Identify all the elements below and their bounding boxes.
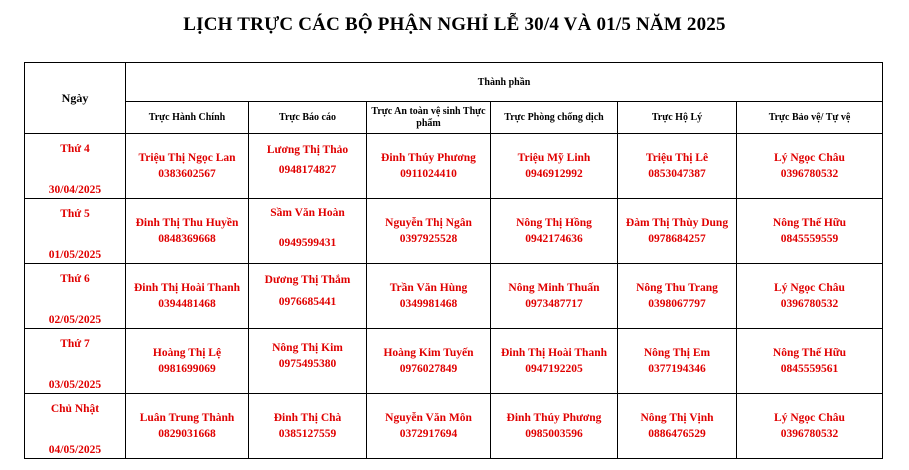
phone-number: 0947192205: [525, 363, 583, 375]
phone-number: 0372917694: [399, 428, 458, 440]
table-row: [25, 264, 883, 329]
day-name: Chủ Nhật: [50, 403, 100, 415]
duty-cell: [249, 329, 367, 394]
duty-cell: [737, 329, 883, 394]
duty-cell: [618, 329, 737, 394]
duty-cell: [249, 134, 367, 199]
page-title: LỊCH TRỰC CÁC BỘ PHẬN NGHỈ LỄ 30/4 VÀ 01/5 NĂM 2025: [183, 14, 726, 35]
day-name: Thứ 7: [60, 338, 90, 350]
header-col-nursing: Trực Hộ Lý: [618, 102, 737, 134]
phone-number: 0845559561: [780, 363, 839, 375]
duty-schedule-table: [24, 62, 883, 459]
duty-cell: [618, 199, 737, 264]
phone-number: 0349981468: [399, 298, 458, 310]
duty-cell: [249, 394, 367, 459]
duty-cell: [126, 264, 249, 329]
phone-number: 0853047387: [648, 168, 706, 180]
person-name: Nông Minh Thuấn: [508, 282, 600, 294]
day-date: 02/05/2025: [48, 314, 102, 326]
day-date: 03/05/2025: [48, 379, 102, 391]
duty-cell: [618, 134, 737, 199]
person-name: Trần Văn Hùng: [389, 282, 468, 294]
header-day: Ngày: [25, 63, 126, 134]
duty-cell: [249, 199, 367, 264]
phone-number: 0976027849: [399, 363, 458, 375]
phone-number: 0845559559: [780, 233, 839, 245]
person-name: Triệu Thị Lê: [645, 152, 709, 164]
person-name: Đinh Thúy Phương: [506, 412, 602, 424]
phone-number: 0976685441: [278, 296, 337, 308]
person-name: Nông Thu Trang: [636, 282, 718, 294]
day-cell: [25, 329, 126, 394]
duty-cell: [126, 394, 249, 459]
table-row: [25, 199, 883, 264]
person-name: Đinh Thị Chà: [273, 412, 342, 424]
person-name: Đinh Thị Hoài Thanh: [500, 347, 607, 359]
duty-cell: [367, 199, 491, 264]
duty-cell: [367, 134, 491, 199]
duty-cell: [737, 264, 883, 329]
person-name: Đinh Thị Thu Huyền: [135, 217, 239, 229]
phone-number: 0385127559: [278, 428, 337, 440]
duty-cell: [367, 264, 491, 329]
day-date: 30/04/2025: [48, 184, 102, 196]
person-name: Nông Thế Hữu: [772, 347, 847, 359]
phone-number: 0886476529: [648, 428, 706, 440]
duty-cell: [126, 199, 249, 264]
phone-number: 0911024410: [400, 168, 457, 180]
phone-number: 0829031668: [158, 428, 216, 440]
day-cell: [25, 394, 126, 459]
phone-number: 0383602567: [158, 168, 216, 180]
phone-number: 0978684257: [648, 233, 706, 245]
table-row: [25, 329, 883, 394]
header-col-security: Trực Bảo vệ/ Tự vệ: [737, 102, 883, 134]
duty-cell: [367, 394, 491, 459]
day-date: 01/05/2025: [48, 249, 102, 261]
phone-number: 0948174827: [278, 164, 337, 176]
phone-number: 0377194346: [648, 363, 706, 375]
person-name: Nguyễn Thị Ngân: [385, 217, 472, 229]
duty-cell: [491, 329, 618, 394]
duty-cell: [618, 394, 737, 459]
person-name: Lý Ngọc Châu: [774, 412, 845, 424]
phone-number: 0946912992: [525, 168, 583, 180]
table-row: [25, 394, 883, 459]
person-name: Lương Thị Thảo: [266, 144, 349, 156]
phone-number: 0848369668: [158, 233, 216, 245]
person-name: Nông Thị Vịnh: [640, 412, 714, 424]
duty-cell: [737, 394, 883, 459]
day-name: Thứ 5: [60, 208, 90, 220]
phone-number: 0398067797: [648, 298, 706, 310]
header-col-epidemic: Trực Phòng chống dịch: [491, 102, 618, 134]
duty-cell: [491, 199, 618, 264]
person-name: Nông Thế Hữu: [772, 217, 847, 229]
header-col-admin: Trực Hành Chính: [126, 102, 249, 134]
person-name: Lý Ngọc Châu: [774, 282, 845, 294]
person-name: Hoàng Thị Lệ: [152, 347, 222, 359]
day-name: Thứ 4: [60, 143, 90, 155]
header-col-report: Trực Báo cáo: [249, 102, 367, 134]
day-cell: [25, 264, 126, 329]
phone-number: 0942174636: [525, 233, 583, 245]
duty-cell: [126, 134, 249, 199]
person-name: Nông Thị Em: [643, 347, 711, 359]
person-name: Nông Thị Kim: [272, 342, 343, 354]
person-name: Hoàng Kim Tuyến: [383, 347, 474, 359]
phone-number: 0949599431: [278, 237, 337, 249]
person-name: Dương Thị Thắm: [264, 274, 351, 286]
duty-cell: [367, 329, 491, 394]
duty-cell: [126, 329, 249, 394]
person-name: Nông Thị Hồng: [516, 217, 592, 229]
person-name: Đinh Thúy Phương: [381, 152, 476, 164]
phone-number: 0985003596: [525, 428, 583, 440]
duty-cell: [491, 264, 618, 329]
person-name: Đàm Thị Thùy Dung: [625, 217, 729, 229]
phone-number: 0973487717: [525, 298, 583, 310]
phone-number: 0397925528: [399, 233, 458, 245]
day-cell: [25, 199, 126, 264]
duty-cell: [737, 134, 883, 199]
day-cell: [25, 134, 126, 199]
phone-number: 0396780532: [780, 168, 839, 180]
header-group: Thành phần: [126, 63, 883, 102]
duty-cell: [618, 264, 737, 329]
day-name: Thứ 6: [60, 273, 90, 285]
person-name: Sầm Văn Hoàn: [270, 207, 345, 219]
person-name: Nguyễn Văn Môn: [385, 412, 472, 424]
person-name: Luân Trung Thành: [139, 412, 235, 424]
duty-cell: [737, 199, 883, 264]
phone-number: 0975495380: [278, 358, 337, 370]
header-col-food-safety: Trực An toàn vệ sinh Thực phẩm: [367, 102, 491, 134]
phone-number: 0981699069: [158, 363, 216, 375]
phone-number: 0396780532: [780, 428, 839, 440]
duty-cell: [491, 394, 618, 459]
duty-cell: [491, 134, 618, 199]
table-row: [25, 134, 883, 199]
phone-number: 0396780532: [780, 298, 839, 310]
duty-cell: [249, 264, 367, 329]
person-name: Đinh Thị Hoài Thanh: [133, 282, 240, 294]
phone-number: 0394481468: [158, 298, 216, 310]
day-date: 04/05/2025: [48, 444, 102, 456]
person-name: Triệu Mỹ Linh: [517, 152, 591, 164]
person-name: Triệu Thị Ngọc Lan: [138, 152, 236, 164]
person-name: Lý Ngọc Châu: [774, 152, 845, 164]
